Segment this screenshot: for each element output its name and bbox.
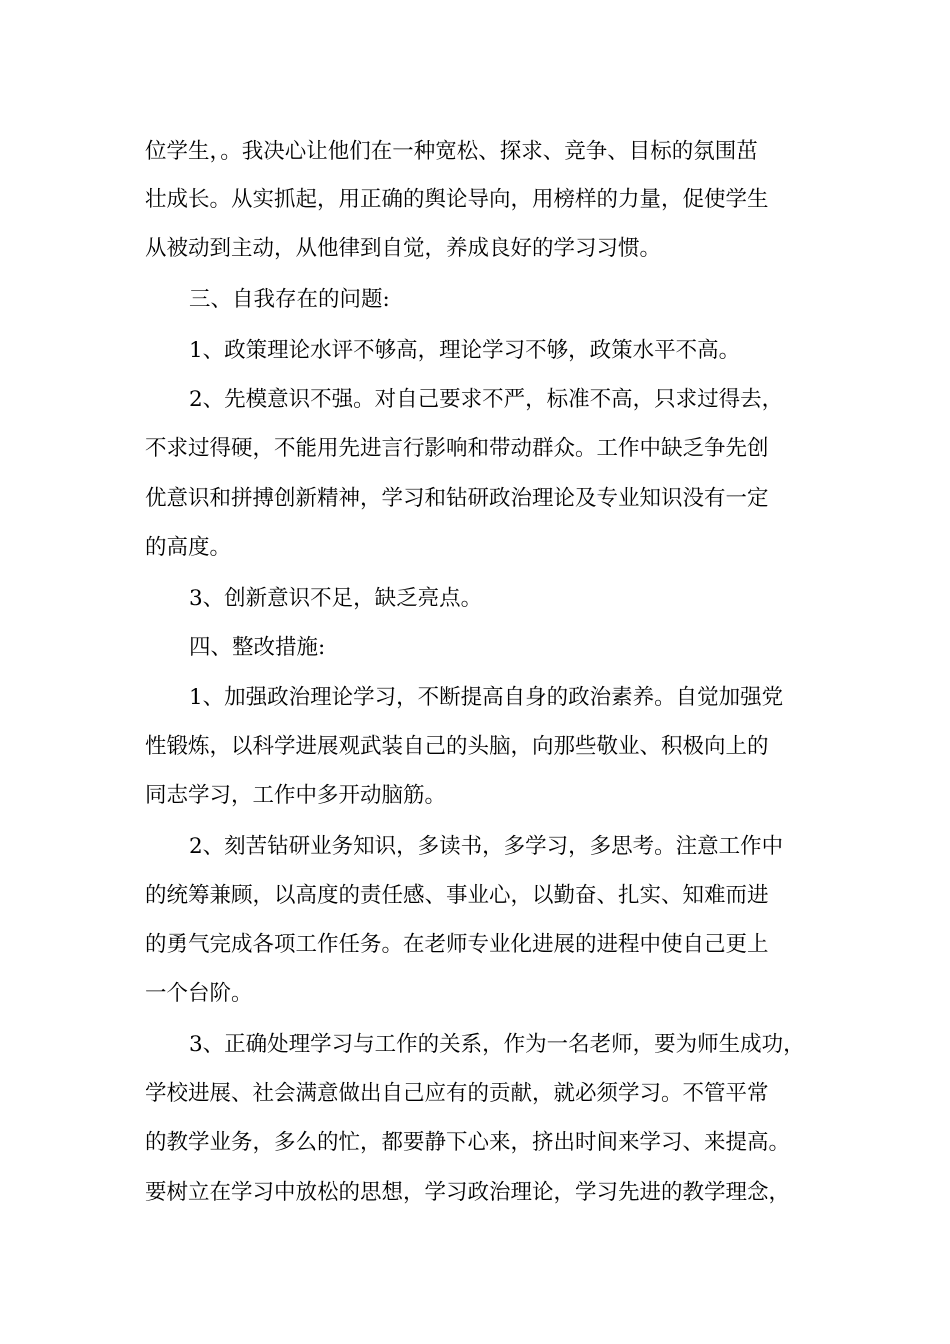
text-line: 性锻炼，以科学进展观武装自己的头脑，向那些敬业、积极向上的 — [145, 734, 769, 759]
text-line: 2、刻苦钻研业务知识，多读书，多学习，多思考。注意工作中 — [189, 834, 784, 859]
text-line: 1、加强政治理论学习，不断提高自身的政治素养。自觉加强党 — [189, 685, 784, 710]
text-line: 1、政策理论水评不够高，理论学习不够，政策水平不高。 — [189, 338, 741, 363]
text-line: 位学生，。我决心让他们在一种宽松、探求、竞争、目标的氛围茁 — [145, 139, 758, 164]
text-line: 不求过得硬，不能用先进言行影响和带动群众。工作中缺乏争先创 — [145, 436, 769, 461]
text-line: 学校进展、社会满意做出自己应有的贡献，就必须学习。不管平常 — [145, 1081, 769, 1106]
text-line: 的教学业务，多么的忙，都要静下心来，挤出时间来学习、来提高。 — [145, 1130, 791, 1155]
text-line: 的高度。 — [145, 535, 232, 560]
text-line: 壮成长。从实抓起，用正确的舆论导向，用榜样的力量，促使学生 — [145, 187, 769, 212]
text-line: 要树立在学习中放松的思想，学习政治理论，学习先进的教学理念， — [145, 1180, 791, 1205]
text-line: 优意识和拼搏创新精神，学习和钻研政治理论及专业知识没有一定 — [145, 486, 769, 511]
text-line: 一个台阶。 — [145, 981, 253, 1006]
text-line: 3、正确处理学习与工作的关系，作为一名老师，要为师生成功， — [189, 1032, 805, 1057]
section-heading: 四、整改措施: — [189, 635, 326, 660]
text-line: 2、先模意识不强。对自己要求不严，标准不高，只求过得去， — [189, 387, 784, 412]
text-line: 的统筹兼顾，以高度的责任感、事业心，以勤奋、扎实、知难而进 — [145, 883, 769, 908]
text-line: 从被动到主动，从他律到自觉，养成良好的学习习惯。 — [145, 236, 662, 261]
text-line: 的勇气完成各项工作任务。在老师专业化进展的进程中使自己更上 — [145, 932, 769, 957]
section-heading: 三、自我存在的问题: — [189, 287, 390, 312]
text-line: 3、创新意识不足，缺乏亮点。 — [189, 586, 483, 611]
text-line: 同志学习，工作中多开动脑筋。 — [145, 783, 447, 808]
